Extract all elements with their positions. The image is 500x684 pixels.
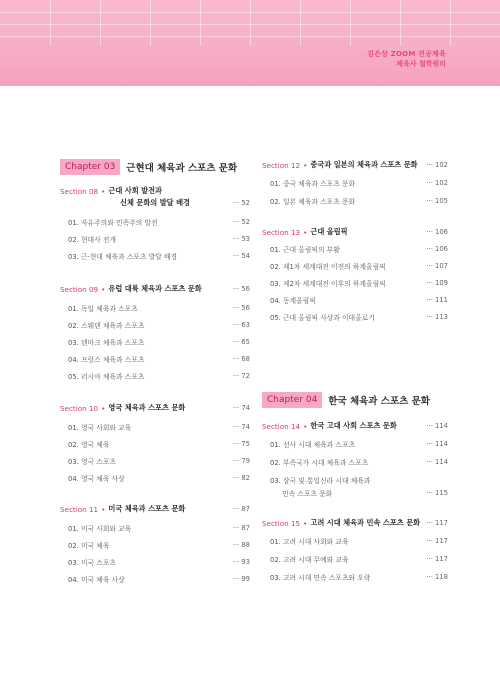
bullet-icon: • (303, 160, 308, 170)
chapter-number: Chapter 04 (262, 392, 322, 408)
entry-title-line2: 민속 스포츠 문화 (282, 490, 333, 498)
section-heading[interactable] (262, 421, 448, 431)
toc-entry[interactable] (262, 244, 448, 254)
toc-entry[interactable] (60, 371, 250, 381)
toc-entry[interactable] (60, 523, 250, 533)
entry-title: 01. 영국 사회와 교육 (68, 424, 132, 432)
chapter-number: Chapter 03 (60, 159, 120, 175)
section-label: Section 14 (262, 421, 301, 431)
page-number: ··· 74 (232, 423, 250, 431)
entry-title: 02. 미국 체육 (68, 542, 110, 550)
entry-title: 01. 미국 사회와 교육 (68, 525, 132, 533)
toc-entry-continuation[interactable] (262, 488, 448, 498)
toc-entry[interactable] (262, 178, 448, 188)
page-number: ··· 93 (232, 558, 250, 566)
page-number: ··· 87 (232, 505, 250, 513)
section-title: 근대 사회 발전과 (108, 186, 162, 195)
section-15 (262, 518, 448, 588)
entry-title: 01. 독일 체육과 스포츠 (68, 305, 138, 313)
entry-title: 04. 영국 체육 사상 (68, 475, 125, 483)
page-number: ··· 74 (232, 404, 250, 412)
section-title: 한국 고대 사회 스포츠 문화 (310, 421, 397, 430)
toc-entry[interactable] (60, 337, 250, 347)
toc-entry[interactable] (60, 354, 250, 364)
page-number: ··· 72 (232, 372, 250, 380)
entry-title: 05. 근대 올림픽 사상과 이데올로기 (270, 314, 375, 322)
page-number: ··· 53 (232, 235, 250, 243)
entry-title: 04. 동계올림픽 (270, 297, 316, 305)
section-title: 고려 시대 체육과 민속 스포츠 문화 (310, 518, 421, 527)
toc-entry[interactable] (60, 557, 250, 567)
book-series-title: 김은상 ZOOM 전공체육 (367, 50, 446, 58)
section-title: 유럽 대륙 체육과 스포츠 문화 (108, 284, 202, 293)
section-09 (60, 284, 250, 384)
entry-title: 03. 영국 스포츠 (68, 458, 116, 466)
section-14 (262, 421, 448, 501)
chapter-03-heading (60, 159, 237, 175)
page-number: ··· 102 (426, 179, 448, 187)
section-label: Section 08 (60, 186, 99, 196)
header-grid-decoration (0, 0, 500, 86)
section-label: Section 13 (262, 227, 301, 237)
section-label: Section 09 (60, 284, 99, 294)
section-10 (60, 403, 250, 483)
entry-title: 02. 제1차 세계대전 이전의 하계올림픽 (270, 263, 386, 271)
section-heading[interactable] (262, 160, 448, 170)
toc-entry[interactable] (262, 312, 448, 322)
page-number: ··· 87 (232, 524, 250, 532)
toc-entry[interactable] (60, 540, 250, 550)
page-number: ··· 117 (426, 537, 448, 545)
toc-entry[interactable] (60, 217, 250, 227)
section-label: Section 15 (262, 518, 301, 528)
toc-entry[interactable] (60, 439, 250, 449)
toc-entry[interactable] (262, 554, 448, 564)
section-label: Section 10 (60, 403, 99, 413)
page-number: ··· 105 (426, 197, 448, 205)
entry-title: 02. 현대사 전개 (68, 236, 116, 244)
toc-entry[interactable] (262, 572, 448, 582)
page-number: ··· 114 (426, 458, 448, 466)
page-header-band (0, 0, 500, 86)
page-number: ··· 68 (232, 355, 250, 363)
toc-entry[interactable] (60, 234, 250, 244)
page-number: ··· 56 (232, 285, 250, 293)
section-13 (262, 227, 448, 327)
entry-title: 03. 제2차 세계대전 이후의 하계올림픽 (270, 280, 386, 288)
bullet-icon: • (303, 518, 308, 528)
entry-title: 02. 스웨덴 체육과 스포츠 (68, 322, 145, 330)
entry-title: 01. 중국 체육과 스포츠 문화 (270, 180, 356, 188)
page-number: ··· 107 (426, 262, 448, 270)
section-heading-line2 (60, 198, 250, 208)
page-number: ··· 54 (232, 252, 250, 260)
section-heading[interactable] (60, 403, 250, 413)
page-number: ··· 99 (232, 575, 250, 583)
entry-title: 01. 고려 시대 사회와 교육 (270, 538, 349, 546)
section-12 (262, 160, 448, 210)
entry-title: 03. 근·현대 체육과 스포츠 발달 배경 (68, 253, 178, 261)
toc-entry[interactable] (60, 303, 250, 313)
section-heading[interactable] (60, 504, 250, 514)
page-number: ··· 88 (232, 541, 250, 549)
toc-entry[interactable] (60, 251, 250, 261)
page-number: ··· 109 (426, 279, 448, 287)
section-heading[interactable] (60, 284, 250, 294)
toc-entry[interactable] (262, 295, 448, 305)
toc-entry[interactable] (60, 574, 250, 584)
page-number: ··· 79 (232, 457, 250, 465)
toc-entry[interactable] (262, 439, 448, 449)
page-number: ··· 106 (426, 245, 448, 253)
entry-title: 02. 영국 체육 (68, 441, 110, 449)
section-title: 근대 올림픽 (310, 227, 348, 236)
section-title: 영국 체육과 스포츠 문화 (108, 403, 186, 412)
entry-title: 02. 부족국가 시대 체육과 스포츠 (270, 459, 369, 467)
page-number: ··· 115 (426, 489, 448, 497)
entry-title: 02. 일본 체육과 스포츠 문화 (270, 198, 356, 206)
section-label: Section 12 (262, 160, 301, 170)
section-heading[interactable] (262, 227, 448, 237)
bullet-icon: • (101, 284, 106, 294)
entry-title: 05. 러시아 체육과 스포츠 (68, 373, 145, 381)
toc-entry[interactable] (60, 320, 250, 330)
toc-entry[interactable] (262, 278, 448, 288)
page-number: ··· 52 (232, 199, 250, 207)
toc-entry[interactable] (60, 473, 250, 483)
entry-title: 03. 미국 스포츠 (68, 559, 116, 567)
page-number: ··· 56 (232, 304, 250, 312)
toc-entry[interactable] (262, 475, 448, 485)
page-number: ··· 65 (232, 338, 250, 346)
page-number: ··· 111 (426, 296, 448, 304)
section-title-line2: 신체 문화의 발달 배경 (120, 198, 190, 207)
entry-title: 03. 삼국 및 통일신라 시대 체육과 (270, 477, 371, 485)
toc-entry[interactable] (262, 261, 448, 271)
toc-entry[interactable] (262, 536, 448, 546)
bullet-icon: • (101, 403, 106, 413)
entry-title: 03. 덴마크 체육과 스포츠 (68, 339, 145, 347)
section-11 (60, 504, 250, 584)
bullet-icon: • (101, 186, 106, 196)
page-number: ··· 118 (426, 573, 448, 581)
page-number: ··· 114 (426, 422, 448, 430)
page-number: ··· 113 (426, 313, 448, 321)
page-number: ··· 52 (232, 218, 250, 226)
toc-entry[interactable] (262, 457, 448, 467)
chapter-title: 한국 체육과 스포츠 문화 (328, 396, 430, 407)
section-08 (60, 186, 250, 266)
page-number: ··· 82 (232, 474, 250, 482)
page-number: ··· 117 (426, 555, 448, 563)
toc-entry[interactable] (60, 456, 250, 466)
page-number: ··· 102 (426, 161, 448, 169)
page-number: ··· 75 (232, 440, 250, 448)
section-title: 미국 체육과 스포츠 문화 (108, 504, 186, 513)
bullet-icon: • (101, 504, 106, 514)
page-number: ··· 63 (232, 321, 250, 329)
entry-title: 02. 고려 시대 무예와 교육 (270, 556, 349, 564)
bullet-icon: • (303, 421, 308, 431)
entry-title: 01. 자유주의와 민족주의 발전 (68, 219, 158, 227)
toc-entry[interactable] (60, 422, 250, 432)
entry-title: 04. 프랑스 체육과 스포츠 (68, 356, 145, 364)
entry-title: 03. 고려 시대 민속 스포츠와 오락 (270, 574, 371, 582)
section-heading[interactable] (60, 186, 250, 196)
chapter-title: 근현대 체육과 스포츠 문화 (126, 163, 238, 174)
section-label: Section 11 (60, 504, 99, 514)
section-title: 중국과 일본의 체육과 스포츠 문화 (310, 160, 418, 169)
section-heading[interactable] (262, 518, 448, 528)
entry-title: 01. 선사 시대 체육과 스포츠 (270, 441, 356, 449)
page-number: ··· 106 (426, 228, 448, 236)
page-number: ··· 114 (426, 440, 448, 448)
page-number: ··· 117 (426, 519, 448, 527)
toc-entry[interactable] (262, 196, 448, 206)
chapter-04-heading (262, 392, 430, 408)
bullet-icon: • (303, 227, 308, 237)
book-subtitle: 체육사 철학원리 (396, 60, 446, 68)
entry-title: 04. 미국 체육 사상 (68, 576, 125, 584)
entry-title: 01. 근대 올림픽의 부활 (270, 246, 340, 254)
